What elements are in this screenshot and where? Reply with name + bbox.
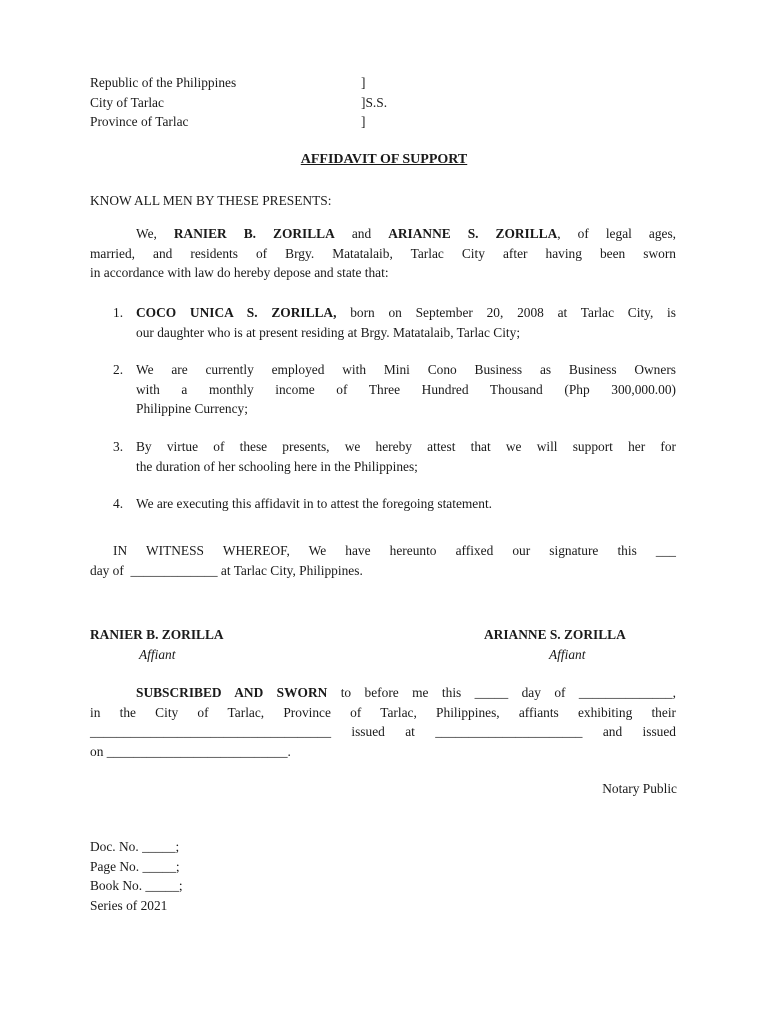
witness-line-1: IN WITNESS WHEREOF, We have hereunto affixed our signature this ___ — [113, 543, 676, 558]
series: Series of 2021 — [90, 897, 168, 913]
item-3-line-2: the duration of her schooling here in the Philippines; — [136, 458, 418, 474]
intro-line-1 — [90, 224, 676, 244]
intro-line-2: married, and residents of Brgy. Matatalaib, Tarlac City after having been sworn — [90, 245, 676, 261]
salutation: KNOW ALL MEN BY THESE PRESENTS: — [90, 193, 332, 208]
item-2-line-2: with a monthly income of Three Hundred Thousand (Php 300,000.00) — [136, 381, 676, 397]
jurat-line-3: ____________________________________ issued at ______________________ and issued — [90, 724, 676, 739]
item-1-text — [136, 303, 676, 342]
venue-line-city: City of Tarlac — [90, 94, 164, 110]
doc-no: Doc. No. _____; — [90, 839, 180, 854]
venue-bracket-ss: ]S.S. — [361, 94, 388, 110]
item-4-line-1: We are executing this affidavit in to attest the foregoing statement. — [136, 496, 493, 511]
intro-and: and — [351, 226, 372, 241]
intro-line-1-end: , of legal ages, — [557, 226, 677, 241]
venue-brackets — [361, 73, 387, 132]
jurat-line-2: in the City of Tarlac, Province of Tarlac, Philippines, affiants exhibiting their — [90, 704, 676, 720]
signatory-1-name: RANIER B. ZORILLA — [90, 627, 224, 642]
jurat-bold: SUBSCRIBED AND SWORN — [136, 685, 328, 700]
jurat-line-4: on ___________________________. — [90, 743, 291, 759]
docket-block — [90, 837, 183, 915]
witness-paragraph — [90, 541, 676, 580]
jurat-line-1-rest: to before me this _____ day of ______________, — [327, 685, 676, 700]
item-3-text — [136, 437, 676, 476]
intro-line-3: in accordance with law do hereby depose and state that: — [90, 265, 389, 280]
item-2-number: 2. — [113, 362, 124, 377]
signatory-2-role: Affiant — [549, 647, 586, 662]
venue-line-province: Province of Tarlac — [90, 114, 189, 129]
item-1-line-1-rest: born on September 20, 2008 at Tarlac City, is — [336, 305, 676, 320]
item-4-number: 4. — [113, 496, 124, 511]
intro-paragraph — [90, 224, 676, 283]
item-1-number: 1. — [113, 305, 124, 320]
venue-bracket-3: ] — [361, 114, 366, 129]
affiant-1-name-inline: RANIER B. ZORILLA — [173, 226, 335, 241]
signatory-2-name: ARIANNE S. ZORILLA — [484, 627, 626, 642]
jurat-paragraph — [90, 683, 676, 761]
page-no: Page No. _____; — [90, 858, 180, 874]
item-2-text — [136, 360, 676, 419]
item-3-line-1: By virtue of these presents, we hereby attest that we will support her for — [136, 439, 676, 454]
item-2-line-1: We are currently employed with Mini Cono Business as Business Owners — [136, 362, 676, 377]
item-3-number: 3. — [113, 439, 124, 454]
venue-bracket-1: ] — [361, 75, 366, 90]
affiant-2-name-inline: ARIANNE S. ZORILLA — [388, 226, 558, 241]
item-2-line-3: Philippine Currency; — [136, 401, 248, 416]
witness-line-2: day of _____________ at Tarlac City, Philippines. — [90, 562, 363, 578]
book-no: Book No. _____; — [90, 878, 183, 893]
jurat-line-1 — [90, 683, 676, 703]
child-name: COCO UNICA S. ZORILLA, — [136, 305, 337, 320]
item-1-line-1 — [136, 303, 676, 323]
intro-we: We, — [136, 226, 157, 241]
venue-block — [90, 73, 236, 132]
signatory-1-role: Affiant — [139, 647, 176, 662]
item-1-line-2: our daughter who is at present residing at Brgy. Matatalaib, Tarlac City; — [136, 324, 521, 340]
venue-line-republic: Republic of the Philippines — [90, 75, 237, 90]
document-title: AFFIDAVIT OF SUPPORT — [300, 152, 468, 167]
notary-public-label: Notary Public — [602, 781, 677, 796]
